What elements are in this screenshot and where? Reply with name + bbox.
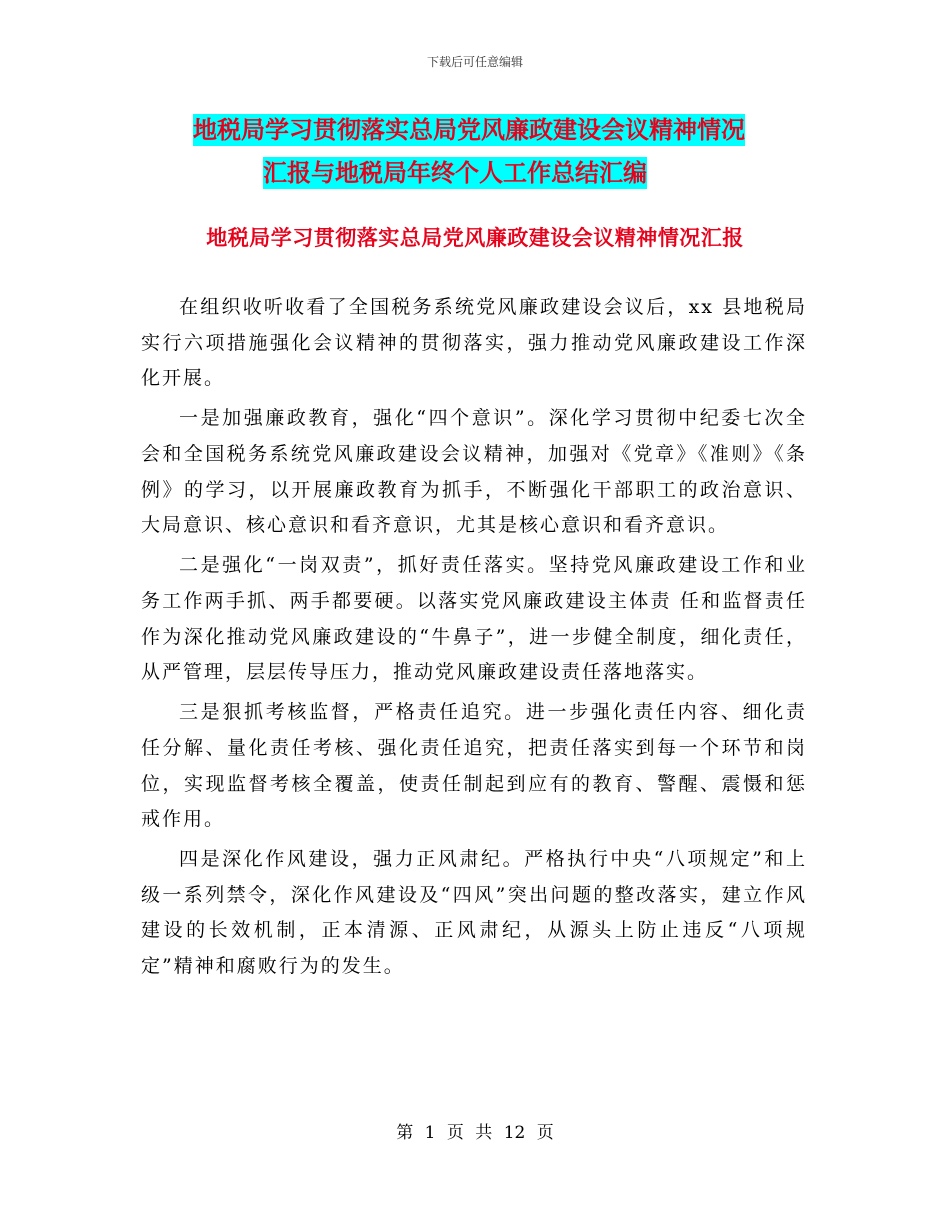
paragraph-intro: 在组织收听收看了全国税务系统党风廉政建设会议后，xx 县地税局实行六项措施强化会议精神的贯彻落实，强力推动党风廉政建设工作深化开展。: [141, 296, 807, 390]
document-title-text-1: 地税局学习贯彻落实总局党风廉政建设会议精神情况: [193, 116, 745, 144]
document-title-line-1: [0, 113, 950, 147]
paragraph-4: 四是深化作风建设，强力正风肃纪。严格执行中央“八项规定”和上级一系列禁令，深化作风建设及“四风”突出问题的整改落实，建立作风建设的长效机制，正本清源、正风肃纪，从源头上防止违反“八项规定”精神和腐败行为的发生。: [141, 848, 807, 978]
paragraph-3: 三是狠抓考核监督，严格责任追究。进一步强化责任内容、细化责任分解、量化责任考核、强化责任追究，把责任落实到每一个环节和岗位，实现监督考核全覆盖，使责任制起到应有的教育、警醒、震慑和惩戒作用。: [141, 701, 807, 831]
section-title: 地税局学习贯彻落实总局党风廉政建设会议精神情况汇报: [206, 226, 744, 250]
paragraph-1: 一是加强廉政教育，强化“四个意识”。深化学习贯彻中纪委七次全会和全国税务系统党风廉政建设会议精神，加强对《党章》《准则》《条例》的学习，以开展廉政教育为抓手，不断强化干部职工的政治意识、大局意识、核心意识和看齐意识，尤其是核心意识和看齐意识。: [141, 407, 807, 537]
paragraph-2: 二是强化“一岗双责”，抓好责任落实。坚持党风廉政建设工作和业务工作两手抓、两手都要硬。以落实党风廉政建设主体责 任和监督责任作为深化推动党风廉政建设的“牛鼻子”，进一步健全制度，细化责任，从严管理，层层传导压力，推动党风廉政建设责任落地落实。: [141, 554, 807, 684]
header-note: 下载后可任意编辑: [426, 55, 523, 69]
document-title-line-2: [0, 156, 950, 190]
body-text: [141, 290, 807, 989]
page-number: 第 1 页 共 12 页: [396, 1123, 554, 1143]
document-title-text-2: 汇报与地税局年终个人工作总结汇编: [263, 159, 647, 187]
